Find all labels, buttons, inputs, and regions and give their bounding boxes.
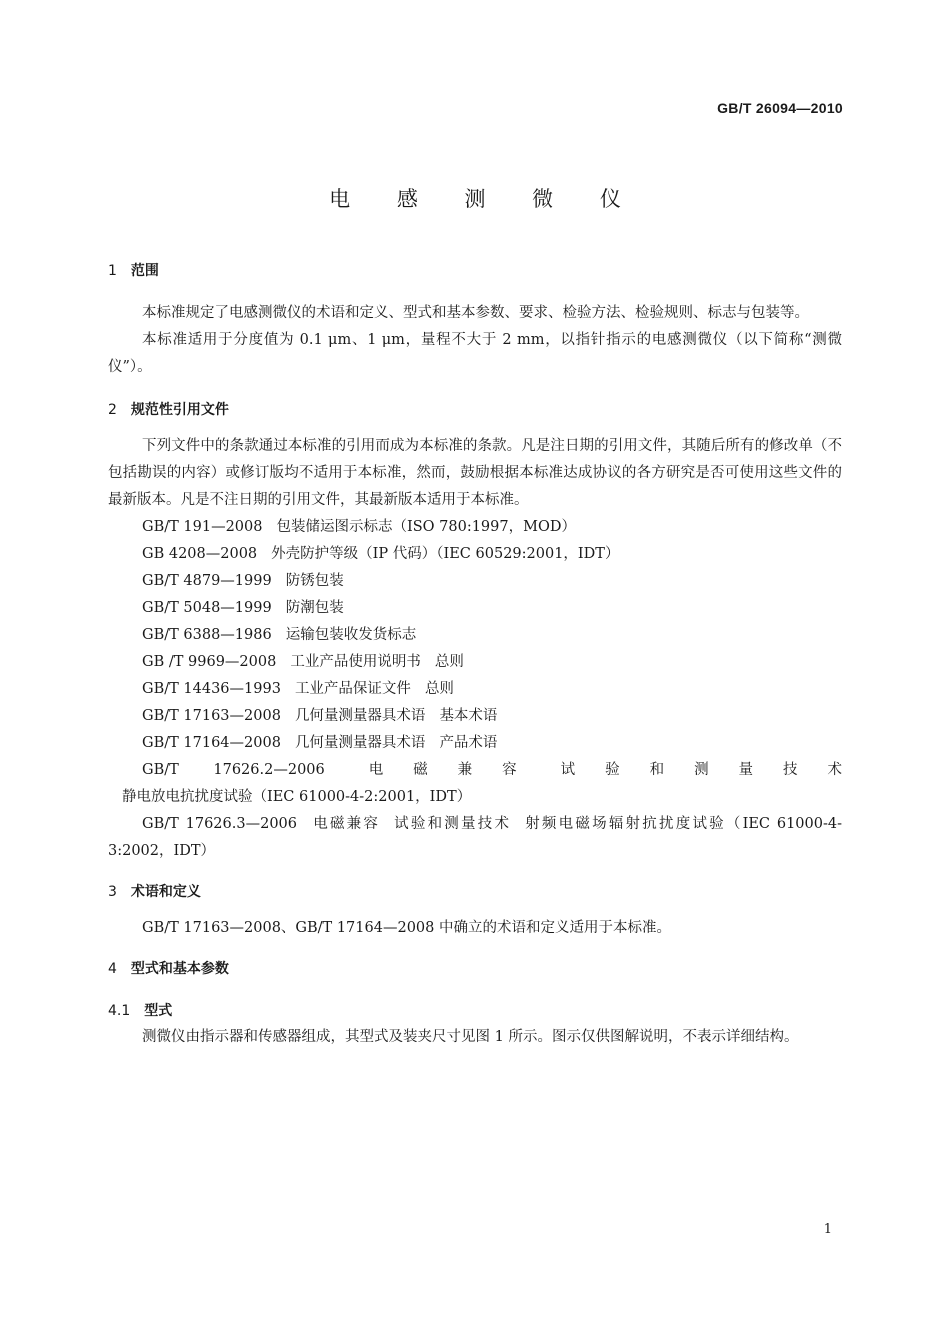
ref-title: 试验和测量技术 (394, 816, 512, 832)
reference-item (108, 622, 842, 649)
section-number: 3 (108, 884, 117, 900)
reference-item (108, 568, 842, 595)
reference-item (108, 541, 842, 568)
paragraph: GB/T 17163—2008、GB/T 17164—2008 中确立的术语和定义适用于本标准。 (142, 920, 671, 936)
ref-code: GB/T 17164—2008 (142, 735, 281, 751)
page-number: 1 (823, 1222, 832, 1237)
section-number: 4 (108, 961, 117, 977)
paragraph: 下列文件中的条款通过本标准的引用而成为本标准的条款。凡是注日期的引用文件，其随后所有的修改单（不包括勘误的内容）或修订版均不适用于本标准，然而，鼓励根据本标准达成协议的各方研究是否可使用这些文件的最新版本。凡是不注日期的引用文件，其最新版本适用于本标准。 (108, 438, 842, 508)
ref-title: 射频电磁场辐射抗扰度试验（IEC 61000-4-3:2002，IDT） (108, 816, 843, 859)
section-number: 1 (108, 263, 117, 279)
section-title: 型式和基本参数 (130, 961, 229, 977)
ref-subtitle: 总则 (434, 654, 464, 670)
paragraph: 本标准规定了电感测微仪的术语和定义、型式和基本参数、要求、检验方法、检验规则、标志与包装等。 (142, 305, 809, 321)
ref-title: 电磁兼容 (338, 762, 547, 778)
ref-title: 工业产品保证文件 (294, 681, 411, 697)
reference-item-long (108, 757, 842, 811)
section-title: 术语和定义 (130, 884, 201, 900)
ref-subtitle: 总则 (424, 681, 454, 697)
ref-title: 几何量测量器具术语 (294, 708, 426, 724)
ref-code: GB/T 4879—1999 (142, 573, 272, 589)
paragraph: 本标准适用于分度值为 0.1 μm、1 μm，量程不大于 2 mm，以指针指示的电感测微仪（以下简称“测微仪”）。 (108, 332, 842, 375)
section-number: 2 (108, 402, 117, 418)
page-title: 电 感 测 微 仪 (329, 187, 641, 211)
section-number: 4.1 (108, 1003, 131, 1019)
ref-title: 运输包装收发货标志 (285, 627, 417, 643)
ref-code: GB/T 17626.3—2006 (142, 816, 297, 832)
ref-title: 防潮包装 (285, 600, 344, 616)
document-body (108, 260, 842, 1051)
section-3-heading (108, 881, 842, 901)
ref-title: 几何量测量器具术语 (294, 735, 426, 751)
ref-code: GB /T 9969—2008 (142, 654, 277, 670)
ref-code: GB/T 5048—1999 (142, 600, 272, 616)
reference-item-long (108, 811, 842, 865)
section-4-1-heading (108, 1000, 842, 1020)
reference-item (108, 514, 842, 541)
ref-title: 防锈包装 (285, 573, 344, 589)
ref-title: 静电放电抗扰度试验（IEC 61000-4-2:2001，IDT） (122, 789, 472, 805)
ref-code: GB/T 14436—1993 (142, 681, 281, 697)
ref-title: 外壳防护等级（IP 代码）（IEC 60529:2001，IDT） (271, 546, 620, 562)
ref-code: GB/T 17626.2—2006 (142, 762, 325, 778)
section-1-heading (108, 260, 842, 280)
ref-code: GB/T 17163—2008 (142, 708, 281, 724)
ref-title: 包装储运图示标志（ISO 780:1997，MOD） (276, 519, 576, 535)
reference-item (108, 649, 842, 676)
reference-item (108, 595, 842, 622)
section-title: 范围 (130, 263, 159, 279)
ref-title: 试验和测量技术 (560, 762, 842, 778)
ref-code: GB/T 6388—1986 (142, 627, 272, 643)
section-4-heading (108, 958, 842, 978)
reference-item (108, 703, 842, 730)
ref-subtitle: 基本术语 (439, 708, 498, 724)
section-title: 型式 (144, 1003, 173, 1019)
ref-title: 工业产品使用说明书 (290, 654, 421, 670)
section-title: 规范性引用文件 (130, 402, 229, 418)
ref-subtitle: 产品术语 (439, 735, 498, 751)
paragraph: 测微仪由指示器和传感器组成，其型式及装夹尺寸见图 1 所示。图示仅供图解说明，不表示详细结构。 (142, 1029, 799, 1045)
section-2-heading (108, 399, 842, 419)
reference-item (108, 730, 842, 757)
ref-title: 电磁兼容 (311, 816, 381, 832)
reference-item (108, 676, 842, 703)
ref-code: GB/T 191—2008 (142, 519, 263, 535)
ref-code: GB 4208—2008 (142, 546, 258, 562)
standard-code: GB/T 26094—2010 (717, 100, 843, 116)
